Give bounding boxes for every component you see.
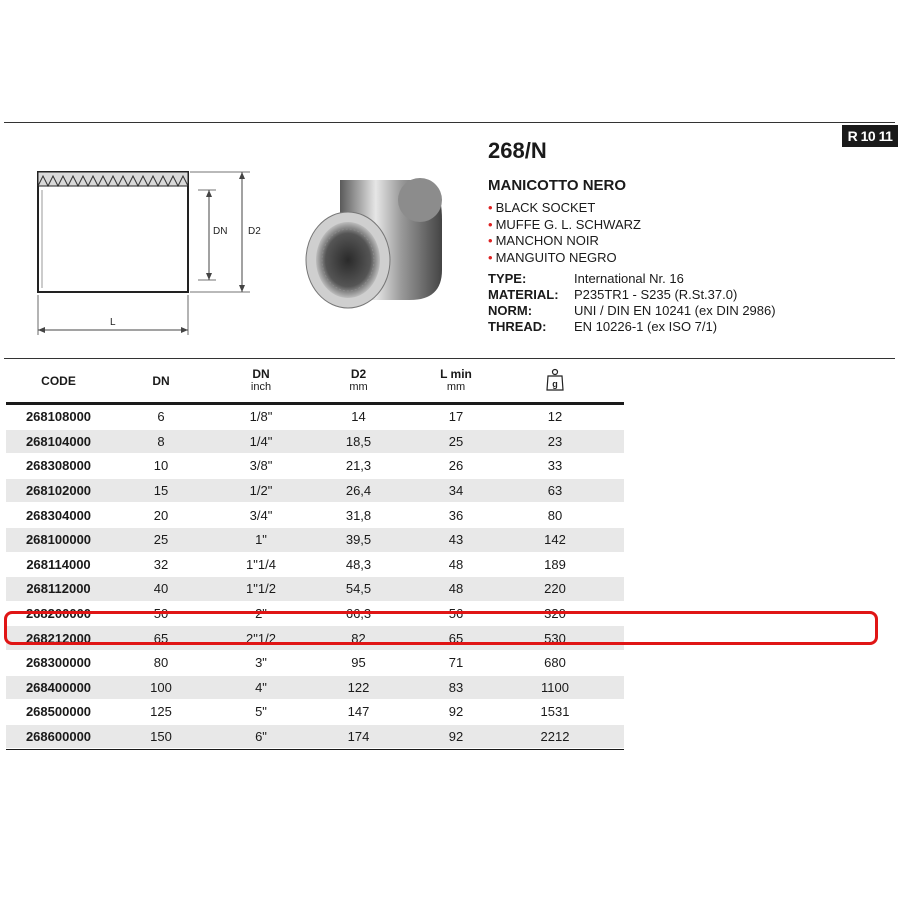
cell-weight: 2212 xyxy=(540,729,570,745)
cell-lmin: 83 xyxy=(448,679,464,695)
cell-code: 268600000 xyxy=(25,729,92,745)
cell-weight: 63 xyxy=(547,483,563,499)
cell-weight: 12 xyxy=(547,409,563,425)
table-row xyxy=(6,405,624,430)
product-name: MANICOTTO NERO xyxy=(488,177,627,194)
cell-weight: 80 xyxy=(547,507,563,523)
header-lmin: L min mm xyxy=(440,367,472,393)
cell-dn-inch: 3/8" xyxy=(249,458,273,474)
cell-weight: 1100 xyxy=(541,679,569,695)
cell-d2: 95 xyxy=(351,655,366,671)
cell-code: 268300000 xyxy=(25,655,92,671)
cell-code: 268304000 xyxy=(25,507,92,523)
table-row xyxy=(6,503,624,528)
cell-weight: 33 xyxy=(547,458,563,474)
cell-d2: 147 xyxy=(347,704,370,720)
spec-value: EN 10226-1 (ex ISO 7/1) xyxy=(574,319,718,334)
cell-dn-inch: 1/2" xyxy=(249,483,273,499)
cell-dn-inch: 4" xyxy=(255,679,267,695)
cell-code: 268104000 xyxy=(25,433,92,449)
header-weight xyxy=(506,368,604,395)
cell-dn: 65 xyxy=(153,630,169,646)
page-badge: R 10 11 xyxy=(842,125,898,147)
table-header xyxy=(6,360,624,405)
spec-value: UNI / DIN EN 10241 (ex DIN 2986) xyxy=(574,303,776,318)
translation-en: • BLACK SOCKET xyxy=(488,200,641,217)
spec-label: NORM: xyxy=(488,303,533,318)
cell-dn: 6 xyxy=(157,409,165,425)
spec-list xyxy=(488,271,776,335)
cell-dn-inch: 2"1/2 xyxy=(246,630,276,646)
cell-d2: 66,3 xyxy=(345,606,372,622)
cell-weight: 220 xyxy=(544,581,566,597)
table-row xyxy=(6,528,624,553)
cell-dn-inch: 1"1/4 xyxy=(246,556,276,572)
cell-lmin: 17 xyxy=(448,409,464,425)
cell-weight: 320 xyxy=(544,606,566,622)
cell-dn: 10 xyxy=(153,458,169,474)
cell-dn: 50 xyxy=(153,606,169,622)
cell-dn-inch: 1" xyxy=(255,532,267,548)
table-body xyxy=(6,405,624,749)
product-table xyxy=(6,360,624,750)
cell-d2: 26,4 xyxy=(345,483,372,499)
cell-d2: 39,5 xyxy=(345,532,372,548)
spec-material xyxy=(488,287,776,303)
header-dn: DN xyxy=(152,373,170,388)
l-label: L xyxy=(110,317,116,328)
cell-lmin: 34 xyxy=(448,483,464,499)
cell-dn-inch: 2" xyxy=(255,606,267,622)
cell-dn: 150 xyxy=(150,729,172,745)
cell-weight: 142 xyxy=(544,532,566,548)
table-bottom-rule xyxy=(6,749,624,750)
cell-dn-inch: 1/4" xyxy=(249,433,273,449)
spec-value: International Nr. 16 xyxy=(574,271,684,286)
top-divider xyxy=(4,122,895,123)
cell-lmin: 25 xyxy=(448,433,464,449)
spec-label: TYPE: xyxy=(488,271,527,286)
cell-dn: 40 xyxy=(153,581,169,597)
cell-d2: 54,5 xyxy=(345,581,372,597)
cell-d2: 122 xyxy=(347,679,370,695)
cell-code: 268114000 xyxy=(26,556,91,572)
cell-dn-inch: 1/8" xyxy=(249,409,273,425)
cell-lmin: 48 xyxy=(448,581,464,597)
cell-dn-inch: 5" xyxy=(255,704,267,720)
cell-dn: 32 xyxy=(153,556,169,572)
translation-list xyxy=(488,200,641,266)
header-dn-inch: DN inch xyxy=(250,367,272,393)
cell-dn-inch: 3/4" xyxy=(249,507,273,523)
cell-code: 268500000 xyxy=(25,704,92,720)
cell-code: 268212000 xyxy=(25,630,92,646)
spec-value: P235TR1 - S235 (R.St.37.0) xyxy=(574,287,738,302)
cell-d2: 21,3 xyxy=(345,458,372,474)
cell-lmin: 92 xyxy=(448,704,464,720)
cell-weight: 530 xyxy=(544,630,566,646)
header-code: CODE xyxy=(41,373,76,388)
cell-code: 268100000 xyxy=(25,532,92,548)
cell-d2: 31,8 xyxy=(345,507,372,523)
table-row xyxy=(6,553,624,578)
cell-dn: 125 xyxy=(150,704,172,720)
cell-code: 268102000 xyxy=(25,483,92,499)
cell-dn-inch: 3" xyxy=(255,655,267,671)
cell-dn-inch: 1"1/2 xyxy=(246,581,276,597)
translation-fr: • MANCHON NOIR xyxy=(488,233,641,250)
cell-lmin: 92 xyxy=(448,729,464,745)
cell-code: 268400000 xyxy=(25,679,92,695)
table-row xyxy=(6,651,624,676)
table-top-divider xyxy=(4,358,895,359)
cell-d2: 82 xyxy=(351,630,366,646)
cell-weight: 23 xyxy=(547,433,563,449)
cell-code: 268112000 xyxy=(26,581,91,597)
cell-code: 268200000 xyxy=(25,606,92,622)
translation-de: • MUFFE G. L. SCHWARZ xyxy=(488,217,641,234)
cell-dn: 25 xyxy=(153,532,169,548)
table-row xyxy=(6,577,624,602)
cell-lmin: 26 xyxy=(448,458,464,474)
table-row xyxy=(6,479,624,504)
cell-lmin: 71 xyxy=(448,655,464,671)
table-row xyxy=(6,676,624,701)
header-d2: D2 mm xyxy=(349,367,368,393)
cell-code: 268108000 xyxy=(25,409,92,425)
spec-label: MATERIAL: xyxy=(488,287,559,302)
dn-label: DN xyxy=(213,226,228,237)
table-row xyxy=(6,454,624,479)
table-row xyxy=(6,700,624,725)
d2-label: D2 xyxy=(248,226,261,237)
cell-lmin: 48 xyxy=(448,556,464,572)
table-row xyxy=(6,430,624,455)
cell-d2: 14 xyxy=(351,409,366,425)
product-photo xyxy=(300,160,450,320)
table-row xyxy=(6,725,624,750)
cell-dn-inch: 6" xyxy=(255,729,267,745)
cell-d2: 48,3 xyxy=(345,556,372,572)
spec-thread xyxy=(488,319,776,335)
cell-d2: 174 xyxy=(347,729,370,745)
cell-dn: 80 xyxy=(153,655,169,671)
spec-label: THREAD: xyxy=(488,319,547,334)
cell-lmin: 56 xyxy=(448,606,464,622)
cell-weight: 189 xyxy=(544,556,566,572)
cell-weight: 1531 xyxy=(540,704,570,720)
spec-type xyxy=(488,271,776,287)
cell-lmin: 65 xyxy=(448,630,464,646)
cell-weight: 680 xyxy=(544,655,566,671)
technical-drawing xyxy=(20,150,290,340)
translation-es: • MANGUITO NEGRO xyxy=(488,250,641,267)
weight-icon xyxy=(545,368,565,392)
cell-lmin: 36 xyxy=(448,507,464,523)
cell-dn: 8 xyxy=(157,433,165,449)
cell-dn: 15 xyxy=(153,483,169,499)
cell-dn: 100 xyxy=(150,679,172,695)
spec-norm xyxy=(488,303,776,319)
svg-text:g: g xyxy=(552,378,558,389)
cell-dn: 20 xyxy=(153,507,169,523)
cell-code: 268308000 xyxy=(25,458,92,474)
product-code-title: 268/N xyxy=(488,138,547,163)
highlighted-row-marker xyxy=(4,611,878,645)
cell-d2: 18,5 xyxy=(345,433,372,449)
cell-lmin: 43 xyxy=(448,532,464,548)
